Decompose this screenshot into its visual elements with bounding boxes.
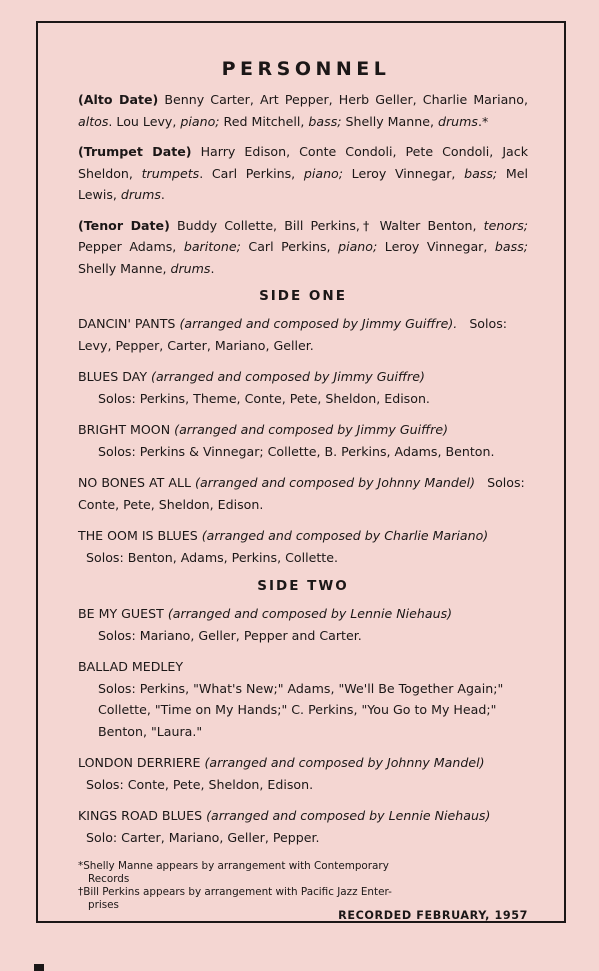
footnote-text: †Bill Perkins appears by arrangement with Pacific Jazz Enter- <box>78 886 392 898</box>
track-credit: (arranged and composed by Lennie Niehaus) <box>167 606 453 621</box>
personnel-text: Shelly Manne, <box>341 113 438 129</box>
track-title: BALLAD MEDLEY <box>78 659 184 674</box>
personnel-text: Leroy Vinnegar, <box>377 239 495 254</box>
instrument: trumpets <box>141 165 200 181</box>
personnel-text: Red Mitchell, <box>219 113 309 129</box>
instrument: drums <box>120 187 161 202</box>
instrument: piano; <box>303 165 343 181</box>
date-label: (Tenor Date) <box>78 217 170 233</box>
track-no-bones-at-all <box>78 472 528 515</box>
side-one-heading: SIDE ONE <box>259 288 347 304</box>
footnote-continuation: Records <box>88 872 130 885</box>
instrument: bass; <box>464 165 498 181</box>
side-two-heading: SIDE TWO <box>257 578 349 594</box>
personnel-alto <box>78 89 528 132</box>
date-label: (Trumpet Date) <box>78 144 192 159</box>
personnel-text: Pepper Adams, <box>78 239 184 254</box>
track-solos: Solos: Mariano, Geller, Pepper and Carter. <box>98 627 362 643</box>
track-credit: (arranged and composed by Jimmy Guiffre) <box>151 369 425 384</box>
personnel-section <box>78 89 528 279</box>
track-credit: (arranged and composed by Jimmy Guiffre) <box>174 422 449 437</box>
track-solos: Solo: Carter, Mariano, Geller, Pepper. <box>86 829 320 845</box>
footnote-continuation: prises <box>88 898 119 911</box>
instrument: drums <box>170 260 211 276</box>
track-solos: Solos: Conte, Pete, Sheldon, Edison. <box>78 475 525 512</box>
personnel-tenor <box>78 215 528 280</box>
personnel-text: Carl Perkins, <box>240 239 339 254</box>
track-credit: (arranged and composed by Johnny Mandel) <box>204 755 485 770</box>
instrument: bass; <box>308 113 342 129</box>
personnel-text: Leroy Vinnegar, <box>343 165 465 181</box>
track-title: DANCIN' PANTS <box>78 316 176 331</box>
footnote-text: *Shelly Manne appears by arrangement with Contemporary <box>78 860 389 872</box>
personnel-text: . <box>160 187 165 202</box>
personnel-text: Benny Carter, Art Pepper, Herb Geller, Charlie Mariano, <box>158 92 528 107</box>
track-title: BLUES DAY <box>78 369 148 384</box>
track-ballad-medley <box>78 656 528 742</box>
print-speck <box>34 964 44 971</box>
track-bright-moon <box>78 419 528 462</box>
track-solos: Solos: Levy, Pepper, Carter, Mariano, Geller. <box>78 316 508 353</box>
personnel-text: . Lou Levy, <box>108 113 181 129</box>
track-kings-road-blues <box>78 805 528 848</box>
instrument: drums <box>437 113 478 129</box>
track-london-derriere <box>78 752 528 795</box>
page-title: PERSONNEL <box>221 58 391 80</box>
personnel-text: .* <box>477 113 489 129</box>
track-title: THE OOM IS BLUES <box>78 528 198 543</box>
footnote-perkins <box>78 886 528 911</box>
track-credit: (arranged and composed by Lennie Niehaus) <box>206 808 491 823</box>
instrument: baritone; <box>183 239 241 254</box>
track-solos: Solos: Perkins, Theme, Conte, Pete, Sheldon, Edison. <box>98 390 430 406</box>
track-title: BE MY GUEST <box>78 606 164 621</box>
instrument: tenors; <box>483 217 528 233</box>
track-blues-day <box>78 366 528 409</box>
track-the-oom-is-blues <box>78 525 528 568</box>
instrument: piano; <box>338 239 378 254</box>
track-dancin-pants <box>78 313 528 356</box>
personnel-text: . <box>210 260 215 276</box>
track-be-my-guest <box>78 603 528 646</box>
personnel-text: Buddy Collette, Bill Perkins,† Walter Benton, <box>169 217 484 233</box>
track-solos: Solos: Conte, Pete, Sheldon, Edison. <box>86 776 314 792</box>
footnote-manne <box>78 860 528 885</box>
liner-notes <box>78 58 528 923</box>
personnel-trumpet <box>78 141 528 206</box>
personnel-text: Harry Edison, Conte Condoli, Pete Condoli, Jack Sheldon, <box>78 144 528 181</box>
footnotes <box>78 860 528 923</box>
track-credit: (arranged and composed by Johnny Mandel) <box>195 475 476 490</box>
track-solos: Solos: Benton, Adams, Perkins, Collette. <box>86 549 338 565</box>
instrument: piano; <box>180 113 220 129</box>
track-credit: (arranged and composed by Jimmy Guiffre). <box>179 316 458 331</box>
track-solos: Solos: Perkins & Vinnegar; Collette, B. Perkins, Adams, Benton. <box>98 443 495 459</box>
instrument: altos <box>78 113 109 129</box>
track-credit: (arranged and composed by Charlie Mariano) <box>201 528 489 543</box>
personnel-text: Mel Lewis, <box>78 165 528 202</box>
instrument: bass; <box>494 239 528 254</box>
track-title: LONDON DERRIERE <box>78 755 201 770</box>
track-title: BRIGHT MOON <box>78 422 171 437</box>
date-label: (Alto Date) <box>78 92 159 107</box>
track-title: NO BONES AT ALL <box>78 475 192 490</box>
personnel-text: . Carl Perkins, <box>199 165 304 181</box>
recorded-date: RECORDED FEBRUARY, 1957 <box>338 909 528 922</box>
personnel-text: Shelly Manne, <box>78 260 171 276</box>
track-title: KINGS ROAD BLUES <box>78 808 203 823</box>
track-solos: Solos: Perkins, "What's New;" Adams, "We'll Be Together Again;" Collette, "Time on My Hands;" C. Perkins, "You Go to My Head;" Benton, "Laura." <box>98 680 504 739</box>
